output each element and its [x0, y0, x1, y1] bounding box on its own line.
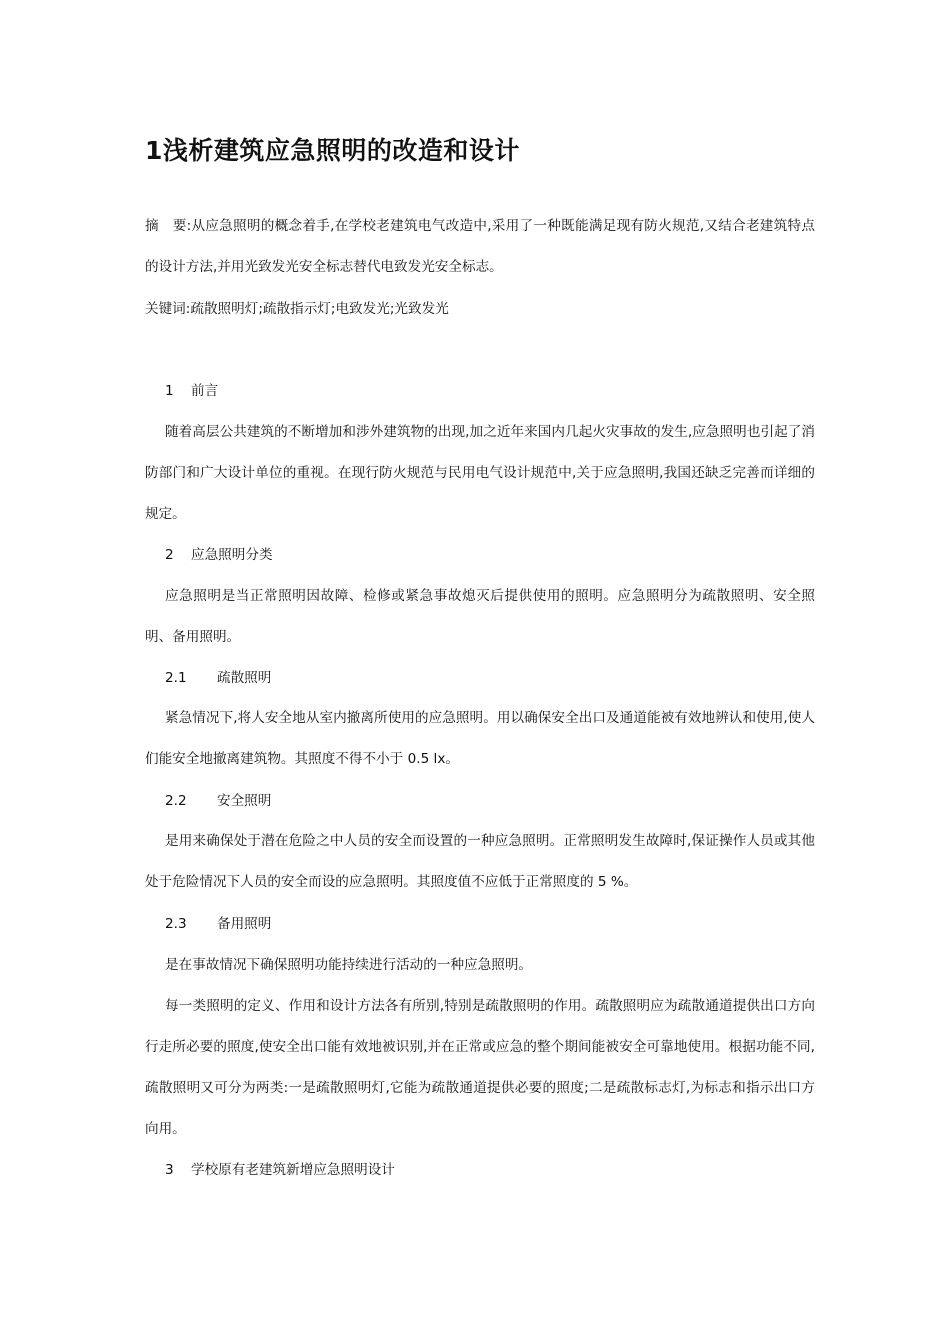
- section-title: 疏散照明: [217, 670, 272, 686]
- section-number: 2: [165, 547, 174, 563]
- section-heading-2-1: [165, 668, 271, 688]
- section-heading-2: [165, 545, 273, 565]
- section-number: 3: [165, 1162, 174, 1178]
- paragraph-intro: 随着高层公共建筑的不断增加和涉外建筑物的出现,加之近年来国内几起火灾事故的发生,应急照明也引起了消防部门和广大设计单位的重视。在现行防火规范与民用电气设计规范中,关于应急照明,我国还缺乏完善而详细的规定。: [145, 424, 815, 522]
- paragraph-evacuation: 紧急情况下,将人安全地从室内撤离所使用的应急照明。用以确保安全出口及通道能被有效地辨认和使用,使人们能安全地撤离建筑物。其照度不得不小于 0.5 lx。: [145, 710, 815, 767]
- paragraph-classification: 应急照明是当正常照明因故障、检修或紧急事故熄灭后提供使用的照明。应急照明分为疏散照明、安全照明、备用照明。: [145, 588, 815, 645]
- section-number: 2.1: [165, 670, 187, 686]
- paragraph-safety: 是用来确保处于潜在危险之中人员的安全而设置的一种应急照明。正常照明发生故障时,保证操作人员或其他处于危险情况下人员的安全而设的应急照明。其照度值不应低于正常照度的 5 %。: [145, 833, 815, 890]
- section-heading-1: [165, 381, 218, 401]
- section-title: 应急照明分类: [191, 547, 273, 563]
- section-number: 1: [165, 383, 174, 399]
- keywords: 关键词:疏散照明灯;疏散指示灯;电致发光;光致发光: [145, 301, 449, 317]
- section-title: 前言: [191, 383, 219, 399]
- section-title: 学校原有老建筑新增应急照明设计: [191, 1162, 395, 1178]
- paragraph-standby: 是在事故情况下确保照明功能持续进行活动的一种应急照明。: [165, 957, 533, 973]
- section-title: 备用照明: [217, 916, 272, 932]
- section-number: 2.2: [165, 793, 187, 809]
- paragraph-definitions: 每一类照明的定义、作用和设计方法各有所别,特别是疏散照明的作用。疏散照明应为疏散通道提供出口方向行走所必要的照度,使安全出口能有效地被识别,并在正常或应急的整个期间能被安全可靠地使用。根据功能不同,疏散照明又可分为两类:一是疏散照明灯,它能为疏散通道提供必要的照度;二是疏散标志灯,为标志和指示出口方向用。: [145, 998, 815, 1137]
- document-title: 1浅析建筑应急照明的改造和设计: [145, 136, 520, 165]
- section-heading-2-3: [165, 914, 271, 934]
- section-heading-3: [165, 1160, 395, 1180]
- abstract: 摘 要:从应急照明的概念着手,在学校老建筑电气改造中,采用了一种既能满足现有防火规范,又结合老建筑特点的设计方法,并用光致发光安全标志替代电致发光安全标志。: [145, 218, 815, 275]
- section-number: 2.3: [165, 916, 187, 932]
- section-heading-2-2: [165, 791, 271, 811]
- section-title: 安全照明: [217, 793, 272, 809]
